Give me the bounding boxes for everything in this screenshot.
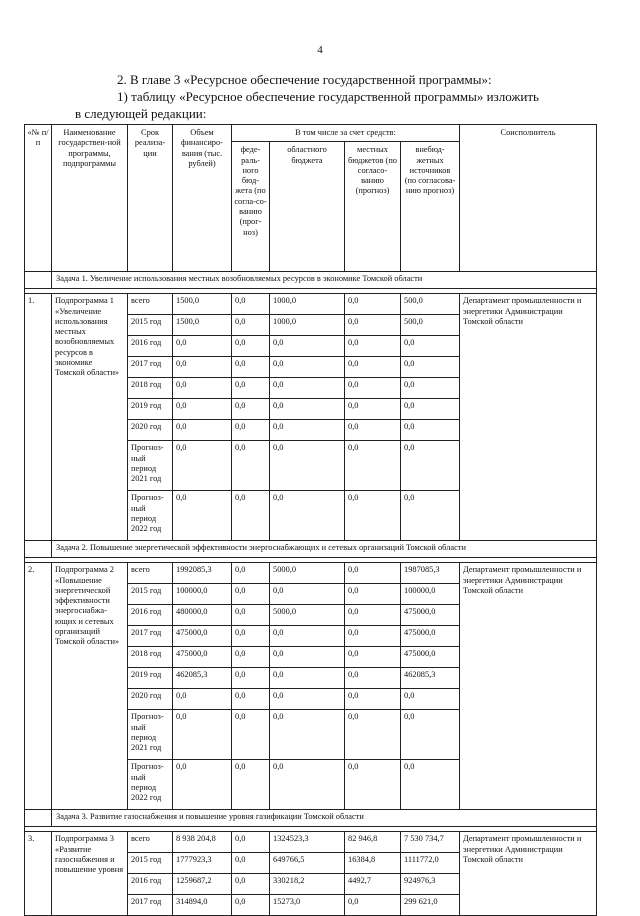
extra-cell: 0,0: [401, 357, 460, 378]
volume-cell: 1500,0: [173, 315, 232, 336]
local-cell: 0,0: [345, 491, 401, 541]
federal-cell: 0,0: [232, 895, 270, 916]
extra-cell: 1987085,3: [401, 563, 460, 584]
task-title: Задача 2. Повышение энергетической эффективности энергоснабжающих и сетевых организаций Томской области: [52, 541, 597, 558]
volume-cell: 0,0: [173, 710, 232, 760]
extra-cell: 475000,0: [401, 626, 460, 647]
period-cell: 2016 год: [128, 336, 173, 357]
period-cell: 2020 год: [128, 420, 173, 441]
regional-cell: 649766,5: [270, 853, 345, 874]
extra-cell: 462085,3: [401, 668, 460, 689]
federal-cell: 0,0: [232, 336, 270, 357]
local-cell: 0,0: [345, 441, 401, 491]
header-federal: феде-раль-ного бюд-жета (по согла-со-ванию (прог-ноз): [232, 142, 270, 272]
period-cell: 2019 год: [128, 399, 173, 420]
extra-cell: 0,0: [401, 420, 460, 441]
volume-cell: 0,0: [173, 336, 232, 357]
task-empty-cell: [25, 541, 52, 558]
regional-cell: 0,0: [270, 689, 345, 710]
federal-cell: 0,0: [232, 294, 270, 315]
federal-cell: 0,0: [232, 315, 270, 336]
local-cell: 82 946,8: [345, 832, 401, 853]
federal-cell: 0,0: [232, 563, 270, 584]
local-cell: 0,0: [345, 760, 401, 810]
federal-cell: 0,0: [232, 874, 270, 895]
extra-cell: 100000,0: [401, 584, 460, 605]
regional-cell: 0,0: [270, 647, 345, 668]
period-cell: 2018 год: [128, 378, 173, 399]
header-regional: областного бюджета: [270, 142, 345, 272]
header-num: «№ п/п: [25, 125, 52, 272]
extra-cell: 500,0: [401, 315, 460, 336]
executor-cell: Департамент промышленности и энергетики Администрации Томской области: [460, 294, 597, 541]
period-cell: 2017 год: [128, 357, 173, 378]
volume-cell: 0,0: [173, 491, 232, 541]
period-cell: 2015 год: [128, 315, 173, 336]
local-cell: 0,0: [345, 584, 401, 605]
federal-cell: 0,0: [232, 420, 270, 441]
regional-cell: 1000,0: [270, 294, 345, 315]
volume-cell: 100000,0: [173, 584, 232, 605]
extra-cell: 0,0: [401, 336, 460, 357]
regional-cell: 0,0: [270, 710, 345, 760]
header-local: местных бюджетов (по согласо-ванию (прогноз): [345, 142, 401, 272]
period-cell: Прогноз-ный период 2021 год: [128, 441, 173, 491]
regional-cell: 0,0: [270, 760, 345, 810]
intro-line-3: в следующей редакции:: [75, 106, 207, 121]
table-body: [25, 272, 597, 916]
subprogram-name: Подпрограмма 3 «Развитие газоснабжения и повышение уровня: [52, 832, 128, 916]
regional-cell: 0,0: [270, 668, 345, 689]
period-cell: 2018 год: [128, 647, 173, 668]
local-cell: 0,0: [345, 647, 401, 668]
federal-cell: 0,0: [232, 378, 270, 399]
task-empty-cell: [25, 272, 52, 289]
volume-cell: 0,0: [173, 357, 232, 378]
federal-cell: 0,0: [232, 399, 270, 420]
volume-cell: 475000,0: [173, 626, 232, 647]
federal-cell: 0,0: [232, 853, 270, 874]
period-cell: 2019 год: [128, 668, 173, 689]
volume-cell: 0,0: [173, 760, 232, 810]
federal-cell: 0,0: [232, 760, 270, 810]
table-row: [25, 832, 597, 853]
extra-cell: 924976,3: [401, 874, 460, 895]
period-cell: 2016 год: [128, 874, 173, 895]
volume-cell: 0,0: [173, 689, 232, 710]
regional-cell: 15273,0: [270, 895, 345, 916]
row-num: 2.: [25, 563, 52, 810]
extra-cell: 0,0: [401, 710, 460, 760]
local-cell: 0,0: [345, 294, 401, 315]
task-row: [25, 272, 597, 289]
volume-cell: 1777923,3: [173, 853, 232, 874]
period-cell: 2015 год: [128, 853, 173, 874]
local-cell: 0,0: [345, 626, 401, 647]
period-cell: 2015 год: [128, 584, 173, 605]
local-cell: 0,0: [345, 420, 401, 441]
federal-cell: 0,0: [232, 832, 270, 853]
extra-cell: 299 621,0: [401, 895, 460, 916]
period-cell: 2017 год: [128, 626, 173, 647]
regional-cell: 0,0: [270, 626, 345, 647]
federal-cell: 0,0: [232, 584, 270, 605]
task-empty-cell: [25, 810, 52, 827]
period-cell: 2020 год: [128, 689, 173, 710]
volume-cell: 0,0: [173, 399, 232, 420]
federal-cell: 0,0: [232, 647, 270, 668]
regional-cell: 0,0: [270, 357, 345, 378]
local-cell: 0,0: [345, 689, 401, 710]
extra-cell: 0,0: [401, 441, 460, 491]
row-num: 3.: [25, 832, 52, 916]
local-cell: 16384,8: [345, 853, 401, 874]
volume-cell: 475000,0: [173, 647, 232, 668]
volume-cell: 314894,0: [173, 895, 232, 916]
subprogram-name: Подпрограмма 1 «Увеличение использования местных возобновляемых ресурсов в экономике Томской области»: [52, 294, 128, 541]
regional-cell: 0,0: [270, 399, 345, 420]
extra-cell: 0,0: [401, 689, 460, 710]
page-number: 4: [317, 44, 323, 56]
regional-cell: 5000,0: [270, 563, 345, 584]
federal-cell: 0,0: [232, 626, 270, 647]
local-cell: 0,0: [345, 399, 401, 420]
local-cell: 0,0: [345, 315, 401, 336]
local-cell: 0,0: [345, 563, 401, 584]
period-cell: Прогноз-ный период 2022 год: [128, 491, 173, 541]
header-extra: внебюд-жетных источников (по согласова-нию прогноз): [401, 142, 460, 272]
federal-cell: 0,0: [232, 668, 270, 689]
task-title: Задача 3. Развитие газоснабжения и повышение уровня газификации Томской области: [52, 810, 597, 827]
period-cell: всего: [128, 294, 173, 315]
executor-cell: Департамент промышленности и энергетики Администрации Томской области: [460, 832, 597, 916]
regional-cell: 1000,0: [270, 315, 345, 336]
local-cell: 0,0: [345, 357, 401, 378]
extra-cell: 1111772,0: [401, 853, 460, 874]
task-row: [25, 810, 597, 827]
federal-cell: 0,0: [232, 689, 270, 710]
volume-cell: 1500,0: [173, 294, 232, 315]
period-cell: 2017 год: [128, 895, 173, 916]
volume-cell: 0,0: [173, 441, 232, 491]
regional-cell: 0,0: [270, 420, 345, 441]
period-cell: всего: [128, 563, 173, 584]
regional-cell: 0,0: [270, 378, 345, 399]
local-cell: 0,0: [345, 336, 401, 357]
subprogram-name: Подпрограмма 2 «Повышение энергетической эффективности энергоснабжа-ющих и сетевых организаций Томской области»: [52, 563, 128, 810]
extra-cell: 475000,0: [401, 647, 460, 668]
local-cell: 0,0: [345, 605, 401, 626]
regional-cell: 5000,0: [270, 605, 345, 626]
executor-cell: Департамент промышленности и энергетики Администрации Томской области: [460, 563, 597, 810]
header-period: Срок реализа-ции: [128, 125, 173, 272]
federal-cell: 0,0: [232, 491, 270, 541]
regional-cell: 0,0: [270, 441, 345, 491]
regional-cell: 0,0: [270, 584, 345, 605]
volume-cell: 8 938 204,8: [173, 832, 232, 853]
local-cell: 0,0: [345, 378, 401, 399]
local-cell: 4492,7: [345, 874, 401, 895]
period-cell: 2016 год: [128, 605, 173, 626]
regional-cell: 1324523,3: [270, 832, 345, 853]
federal-cell: 0,0: [232, 605, 270, 626]
extra-cell: 7 530 734,7: [401, 832, 460, 853]
task-title: Задача 1. Увеличение использования местных возобновляемых ресурсов в экономике Томской области: [52, 272, 597, 289]
volume-cell: 0,0: [173, 420, 232, 441]
volume-cell: 462085,3: [173, 668, 232, 689]
volume-cell: 480000,0: [173, 605, 232, 626]
extra-cell: 475000,0: [401, 605, 460, 626]
extra-cell: 0,0: [401, 760, 460, 810]
extra-cell: 0,0: [401, 491, 460, 541]
header-name: Наименование государствен-ной программы, подпрограммы: [52, 125, 128, 272]
period-cell: всего: [128, 832, 173, 853]
regional-cell: 0,0: [270, 491, 345, 541]
local-cell: 0,0: [345, 895, 401, 916]
local-cell: 0,0: [345, 668, 401, 689]
table-row: [25, 294, 597, 315]
volume-cell: 1992085,3: [173, 563, 232, 584]
resource-table: [24, 124, 597, 916]
extra-cell: 0,0: [401, 399, 460, 420]
intro-line-1: 2. В главе 3 «Ресурсное обеспечение государственной программы»:: [117, 72, 492, 87]
header-including: В том числе за счет средств:: [232, 125, 460, 142]
volume-cell: 0,0: [173, 378, 232, 399]
extra-cell: 0,0: [401, 378, 460, 399]
local-cell: 0,0: [345, 710, 401, 760]
regional-cell: 0,0: [270, 336, 345, 357]
extra-cell: 500,0: [401, 294, 460, 315]
table-row: [25, 563, 597, 584]
row-num: 1.: [25, 294, 52, 541]
federal-cell: 0,0: [232, 357, 270, 378]
task-row: [25, 541, 597, 558]
header-executor: Соисполнитель: [460, 125, 597, 272]
period-cell: Прогноз-ный период 2022 год: [128, 760, 173, 810]
period-cell: Прогноз-ный период 2021 год: [128, 710, 173, 760]
federal-cell: 0,0: [232, 441, 270, 491]
federal-cell: 0,0: [232, 710, 270, 760]
volume-cell: 1259687,2: [173, 874, 232, 895]
intro-line-2: 1) таблицу «Ресурсное обеспечение государственной программы» изложить: [117, 89, 539, 104]
regional-cell: 330218,2: [270, 874, 345, 895]
header-volume: Объем финансиро-вания (тыс. рублей): [173, 125, 232, 272]
